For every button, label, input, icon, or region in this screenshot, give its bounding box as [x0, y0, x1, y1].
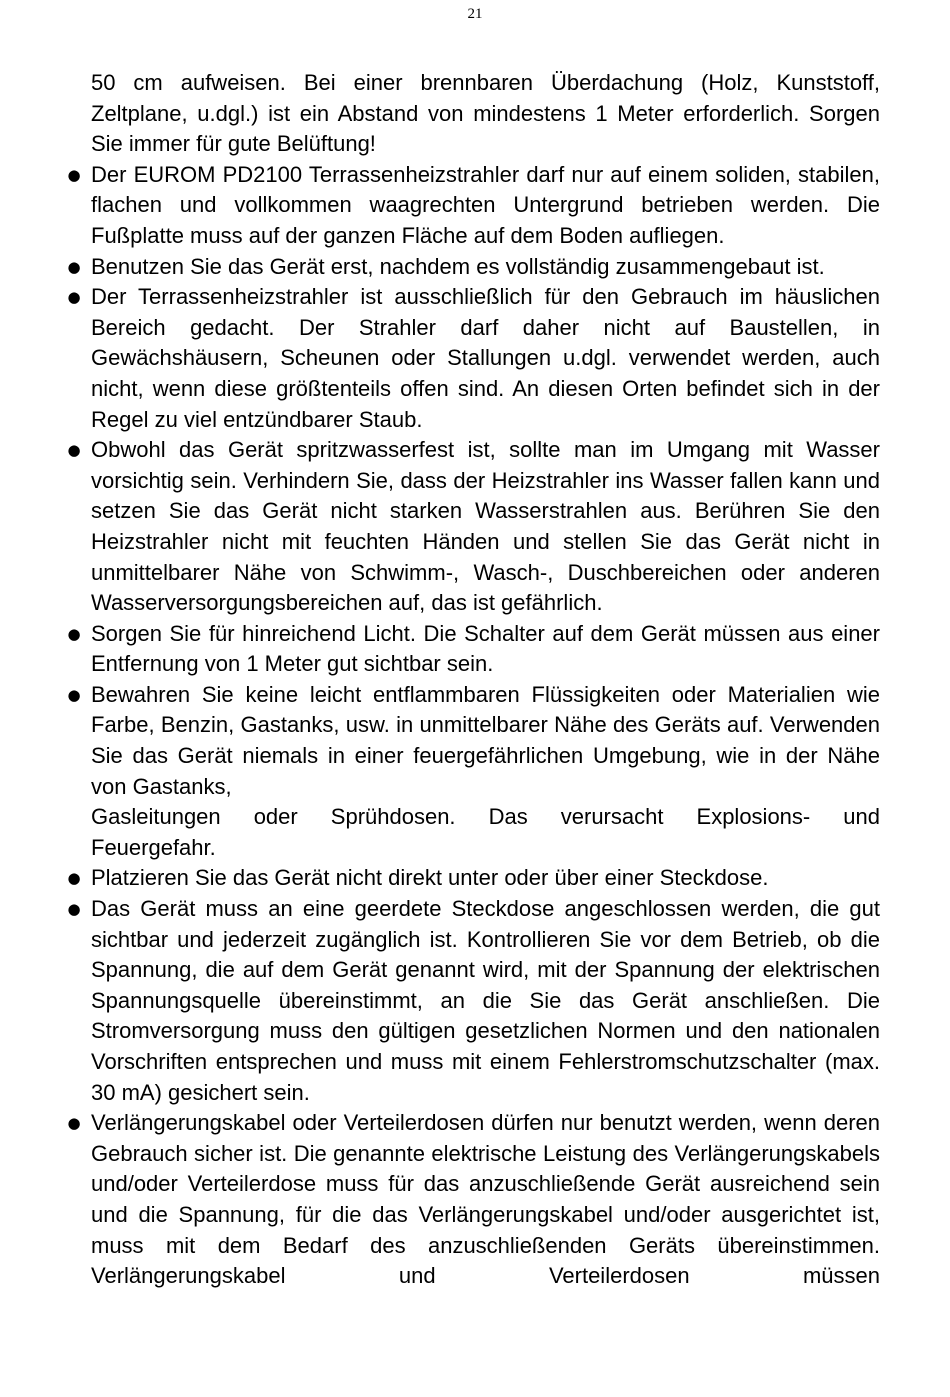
- bullet-icon: ●: [67, 624, 81, 643]
- list-item: [67, 1108, 880, 1292]
- list-item: [67, 863, 880, 894]
- page-content: [67, 68, 880, 1292]
- bullet-icon: ●: [67, 900, 81, 919]
- bullet-icon: ●: [67, 441, 81, 460]
- list-item-text: Obwohl das Gerät spritzwasserfest ist, sollte man im Umgang mit Wasser vorsichtig sein. Verhindern Sie, dass der Heizstrahler ins Wasser fallen kann und setzen Sie das Gerät nicht starken Wasserstrahlen aus. Berühren Sie den Heizstrahler nicht mit feuchten Händen und stellen Sie das Gerät nicht in unmittelbarer Nähe von Schwimm-, Wasch-, Duschbereichen oder anderen Wasserversorgungsbereichen auf, das ist gefährlich.: [91, 437, 880, 616]
- page-number: 21: [467, 6, 483, 22]
- list-item: [67, 619, 880, 680]
- bullet-icon: ●: [67, 165, 81, 184]
- bullet-icon: ●: [67, 288, 81, 307]
- intro-paragraph: 50 cm aufweisen. Bei einer brennbaren Überdachung (Holz, Kunststoff, Zeltplane, u.dgl.) ist ein Abstand von mindestens 1 Meter erforderlich. Sorgen Sie immer für gute Belüftung!: [91, 70, 880, 157]
- list-item: [67, 894, 880, 1108]
- list-item: [67, 252, 880, 283]
- list-item-text: Das Gerät muss an eine geerdete Steckdose angeschlossen werden, die gut sichtbar und jederzeit zugänglich ist. Kontrollieren Sie vor dem Betrieb, ob die Spannung, die auf dem Gerät genannt wird, mit der Spannung der elektrischen Spannungsquelle übereinstimmt, an die Sie das Gerät anschließen. Die Stromversorgung muss den gültigen gesetzlichen Normen und den nationalen Vorschriften entsprechen und muss mit einem Fehlerstromschutzschalter (max. 30 mA) gesichert sein.: [91, 896, 880, 1105]
- list-item-text: Bewahren Sie keine leicht entflammbaren Flüssigkeiten oder Materialien wie Farbe, Benzin, Gastanks, usw. in unmittelbarer Nähe des Geräts auf. Verwenden Sie das Gerät niemals in einer feuergefährlichen Umgebung, wie in der Nähe von Gastanks,: [91, 681, 880, 799]
- list-item-text: Platzieren Sie das Gerät nicht direkt unter oder über einer Steckdose.: [91, 865, 769, 891]
- bullet-icon: ●: [67, 1114, 81, 1133]
- list-item: [67, 282, 880, 435]
- list-item-text: Benutzen Sie das Gerät erst, nachdem es vollständig zusammengebaut ist.: [91, 253, 825, 279]
- list-item: [67, 435, 880, 619]
- bullet-icon: ●: [67, 685, 81, 704]
- list-item-text: Verlängerungskabel oder Verteilerdosen dürfen nur benutzt werden, wenn deren Gebrauch sicher ist. Die genannte elektrische Leistung des Verlängerungskabels und/oder Verteilerdose muss für das anzuschließende Gerät ausreichend sein und die Spannung, für die das Verlängerungskabel und/oder ausgerichtet ist, muss mit dem Bedarf des anzuschließenden Geräts übereinstimmen. Verlängerungskabel und Verteilerdosen müssen: [91, 1110, 880, 1289]
- list-item-text: Feuergefahr.: [91, 834, 216, 860]
- list-item: [67, 680, 880, 864]
- bullet-icon: ●: [67, 257, 81, 276]
- list-item: [67, 160, 880, 252]
- list-item-text: Gasleitungen oder Sprühdosen. Das verursacht Explosions- und: [91, 804, 880, 830]
- bullet-list: [67, 160, 880, 1292]
- bullet-icon: ●: [67, 869, 81, 888]
- list-item-text: Der EUROM PD2100 Terrassenheizstrahler darf nur auf einem soliden, stabilen, flachen und vollkommen waagrechten Untergrund betrieben werden. Die Fußplatte muss auf der ganzen Fläche auf dem Boden aufliegen.: [91, 161, 880, 248]
- list-item-text: Der Terrassenheizstrahler ist ausschließlich für den Gebrauch im häuslichen Bereich gedacht. Der Strahler darf daher nicht auf Baustellen, in Gewächshäusern, Scheunen oder Stallungen u.dgl. verwendet werden, auch nicht, wenn diese größtenteils offen sind. An diesen Orten befindet sich in der Regel zu viel entzündbarer Staub.: [91, 284, 880, 432]
- list-item-text: Sorgen Sie für hinreichend Licht. Die Schalter auf dem Gerät müssen aus einer Entfernung von 1 Meter gut sichtbar sein.: [91, 620, 880, 677]
